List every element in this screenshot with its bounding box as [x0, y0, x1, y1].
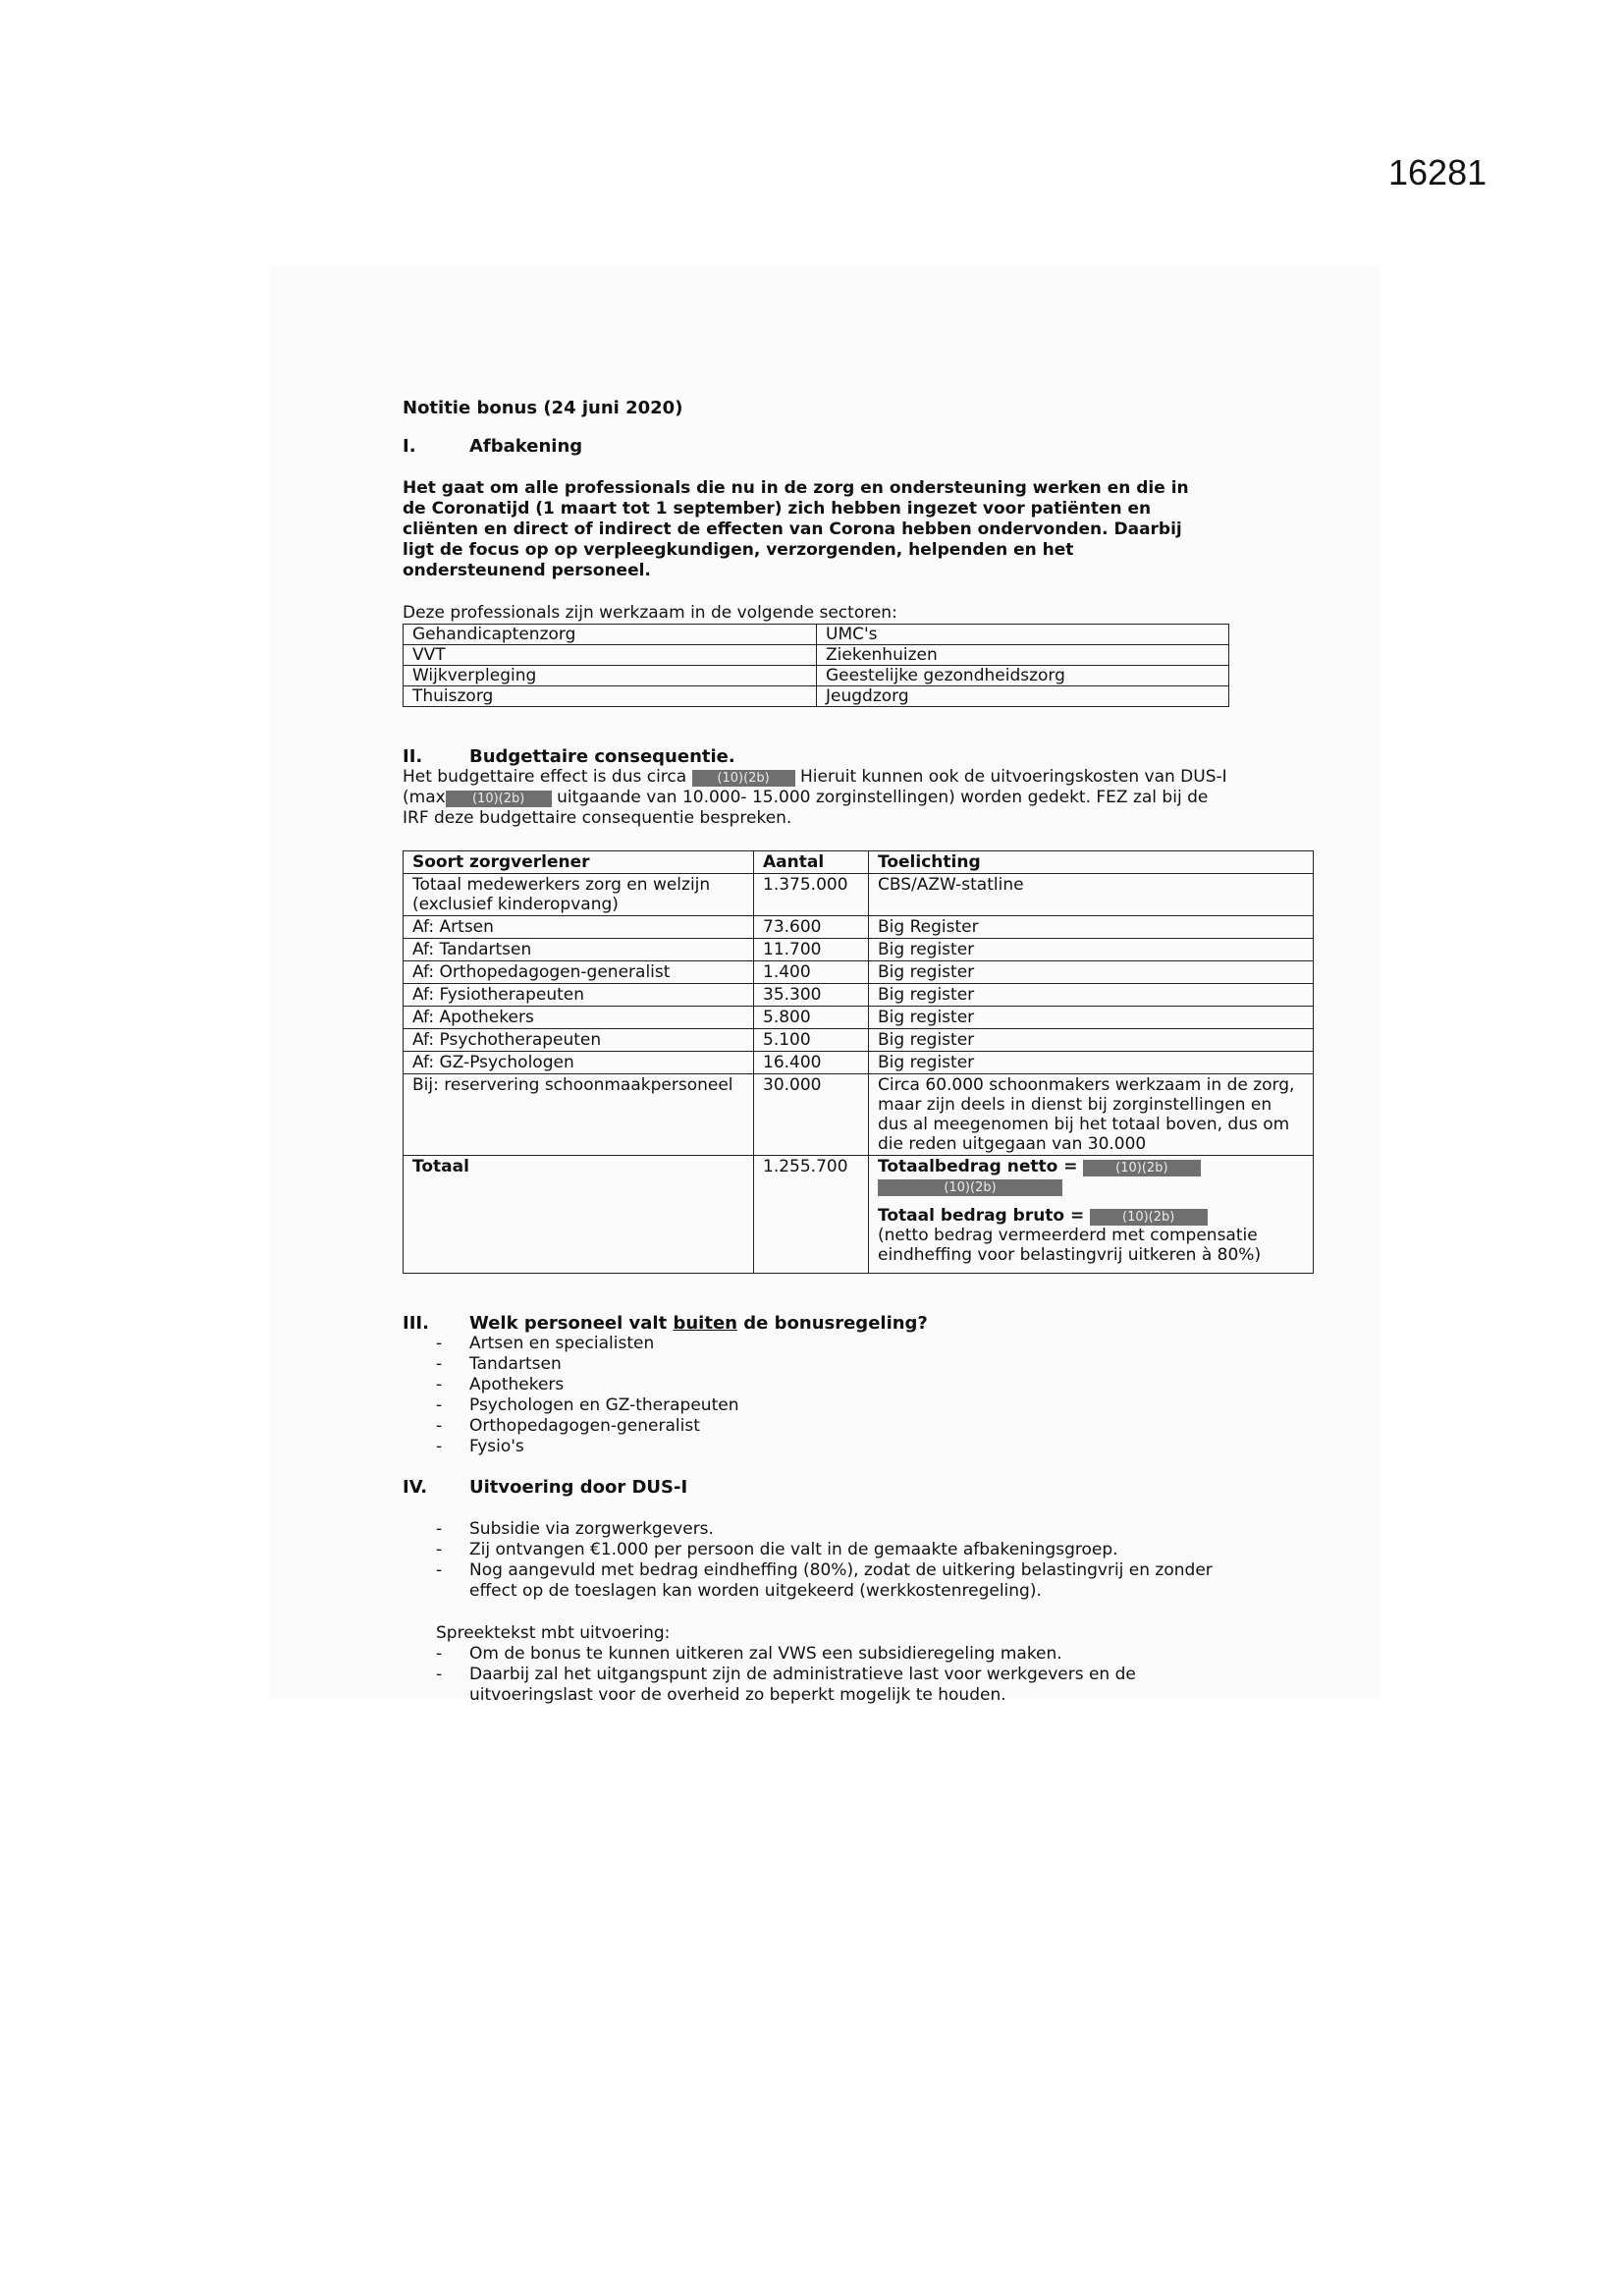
- section-1-title: Afbakening: [469, 436, 583, 457]
- sector-cell: Jeugdzorg: [817, 686, 1229, 707]
- list-item: - Orthopedagogen-generalist: [436, 1416, 700, 1436]
- bruto-note: (netto bedrag vermeerderd met compensatie eindheffing voor belastingvrij uitkeren à 80%): [878, 1226, 1262, 1265]
- count-cell: 5.100: [754, 1029, 869, 1052]
- table-row: [404, 666, 1229, 686]
- list-item: - Artsen en specialisten: [436, 1334, 655, 1353]
- sector-cell: Wijkverpleging: [404, 666, 817, 686]
- list-item: - Om de bonus te kunnen uitkeren zal VWS een subsidieregeling maken.: [436, 1644, 1062, 1664]
- netto-label: Totaalbedrag netto =: [878, 1157, 1078, 1176]
- table-header-row: [404, 851, 1314, 874]
- list-item: - Fysio's: [436, 1437, 524, 1456]
- section-4-title: Uitvoering door DUS-I: [469, 1477, 688, 1498]
- list-item: - Subsidie via zorgwerkgevers.: [436, 1519, 714, 1539]
- table-row: [404, 1007, 1314, 1029]
- section-1-number: I.: [403, 436, 416, 457]
- table-row: [404, 984, 1314, 1007]
- list-item: - Apothekers: [436, 1375, 565, 1394]
- count-cell: 1.400: [754, 961, 869, 984]
- list-item: - Nog aangevuld met bedrag eindheffing (80%), zodat de uitkering belastingvrij en zonder effect op de toeslagen kan worden uitgekeerd (werkkostenregeling).: [436, 1560, 1213, 1601]
- table-row: [404, 939, 1314, 961]
- budget-text: (max: [403, 788, 446, 807]
- total-label: Totaal: [404, 1156, 754, 1274]
- excluded-staff-list: [403, 1334, 1316, 1457]
- note-cell: Big register: [869, 1029, 1314, 1052]
- count-cell: 35.300: [754, 984, 869, 1007]
- note-cell: Big register: [869, 984, 1314, 1007]
- count-cell: 16.400: [754, 1052, 869, 1074]
- sector-cell: Ziekenhuizen: [817, 645, 1229, 666]
- page-number: 16281: [1388, 152, 1488, 192]
- sectors-intro: Deze professionals zijn werkzaam in de volgende sectoren:: [403, 603, 897, 623]
- speech-list: [403, 1644, 1316, 1706]
- type-cell: Af: Orthopedagogen-generalist: [404, 961, 754, 984]
- count-cell: 30.000: [754, 1074, 869, 1156]
- column-header: Toelichting: [869, 851, 1314, 874]
- section-2-heading: [403, 746, 1316, 767]
- note-cell: Big register: [869, 1052, 1314, 1074]
- budget-text: uitgaande van 10.000- 15.000 zorginstellingen) worden gedekt. FEZ zal bij de: [557, 788, 1209, 807]
- bonus-table: [403, 850, 1314, 1274]
- list-item: - Daarbij zal het uitgangspunt zijn de administratieve last voor werkgevers en de uitvoeringslast voor de overheid zo beperkt mogelijk te houden.: [436, 1665, 1136, 1705]
- count-cell: 73.600: [754, 916, 869, 939]
- note-cell: Big Register: [869, 916, 1314, 939]
- budget-text: Hieruit kunnen ook de uitvoeringskosten van DUS-I: [800, 767, 1227, 787]
- count-cell: 5.800: [754, 1007, 869, 1029]
- table-row: [404, 1052, 1314, 1074]
- total-amounts-cell: [869, 1156, 1314, 1274]
- table-row: [404, 874, 1314, 916]
- type-cell: Af: Apothekers: [404, 1007, 754, 1029]
- table-row: [404, 625, 1229, 645]
- sector-cell: VVT: [404, 645, 817, 666]
- sector-cell: Geestelijke gezondheidszorg: [817, 666, 1229, 686]
- sector-cell: UMC's: [817, 625, 1229, 645]
- section-3-number: III.: [403, 1313, 429, 1334]
- type-cell: Totaal medewerkers zorg en welzijn (exclusief kinderopvang): [404, 874, 754, 916]
- list-item: - Psychologen en GZ-therapeuten: [436, 1395, 739, 1415]
- note-cell: Circa 60.000 schoonmakers werkzaam in de zorg, maar zijn deels in dienst bij zorginstellingen en dus al meegenomen bij het totaal boven, dus om die reden uitgegaan van 30.000: [869, 1074, 1314, 1156]
- type-cell: Af: Artsen: [404, 916, 754, 939]
- count-cell: 11.700: [754, 939, 869, 961]
- section-4-number: IV.: [403, 1477, 428, 1498]
- bruto-label: Totaal bedrag bruto =: [878, 1206, 1085, 1226]
- table-row: [404, 1029, 1314, 1052]
- table-row: [404, 916, 1314, 939]
- count-cell: 1.375.000: [754, 874, 869, 916]
- section-3-heading: [403, 1313, 1316, 1334]
- section-4-heading: [403, 1477, 1316, 1498]
- table-row: [404, 1074, 1314, 1156]
- note-cell: Big register: [869, 939, 1314, 961]
- type-cell: Af: Psychotherapeuten: [404, 1029, 754, 1052]
- note-cell: Big register: [869, 1007, 1314, 1029]
- table-row: [404, 686, 1229, 707]
- type-cell: Af: Fysiotherapeuten: [404, 984, 754, 1007]
- section-2-number: II.: [403, 746, 423, 767]
- redaction-box: (10)(2b): [692, 770, 795, 787]
- type-cell: Af: Tandartsen: [404, 939, 754, 961]
- document-body: [403, 398, 1316, 1706]
- sectors-table: [403, 624, 1229, 707]
- execution-list: [403, 1519, 1316, 1602]
- redaction-box: (10)(2b): [1083, 1160, 1201, 1176]
- type-cell: Bij: reservering schoonmaakpersoneel: [404, 1074, 754, 1156]
- total-count: 1.255.700: [754, 1156, 869, 1274]
- sector-cell: Thuiszorg: [404, 686, 817, 707]
- table-total-row: [404, 1156, 1314, 1274]
- type-cell: Af: GZ-Psychologen: [404, 1052, 754, 1074]
- section-1-intro: Het gaat om alle professionals die nu in de zorg en ondersteuning werken en die in de Coronatijd (1 maart tot 1 september) zich hebben ingezet voor patiënten en cliënten en direct of indirect de effecten van Corona hebben ondervonden. Daarbij ligt de focus op op verpleegkundigen, verzorgenden, helpenden en het ondersteunend personeel.: [403, 478, 1189, 580]
- section-1-heading: [403, 436, 1316, 457]
- column-header: Soort zorgverlener: [404, 851, 754, 874]
- section-3-title: Welk personeel valt buiten de bonusregeling?: [469, 1313, 928, 1334]
- budget-paragraph: [403, 767, 1237, 829]
- section-2-title: Budgettaire consequentie.: [469, 746, 735, 767]
- budget-text: IRF deze budgettaire consequentie bespreken.: [403, 808, 792, 828]
- redaction-box: (10)(2b): [1090, 1209, 1208, 1226]
- speech-intro: Spreektekst mbt uitvoering:: [436, 1623, 671, 1643]
- table-row: [404, 645, 1229, 666]
- sector-cell: Gehandicaptenzorg: [404, 625, 817, 645]
- document-title: Notitie bonus (24 juni 2020): [403, 398, 683, 418]
- note-cell: Big register: [869, 961, 1314, 984]
- list-item: - Zij ontvangen €1.000 per persoon die valt in de gemaakte afbakeningsgroep.: [436, 1540, 1118, 1559]
- redaction-box: (10)(2b): [878, 1179, 1062, 1196]
- note-cell: CBS/AZW-statline: [869, 874, 1314, 916]
- column-header: Aantal: [754, 851, 869, 874]
- list-item: - Tandartsen: [436, 1354, 562, 1374]
- table-row: [404, 961, 1314, 984]
- budget-text: Het budgettaire effect is dus circa: [403, 767, 687, 787]
- redaction-box: (10)(2b): [446, 791, 552, 807]
